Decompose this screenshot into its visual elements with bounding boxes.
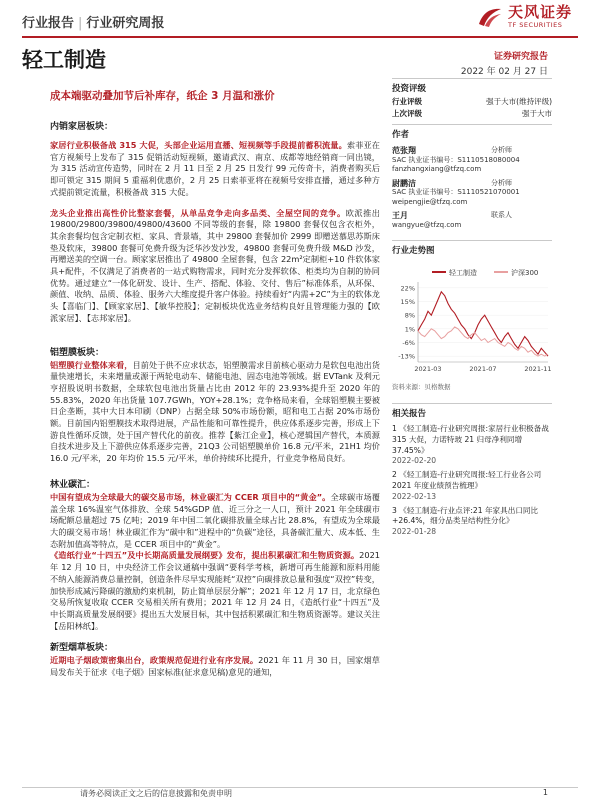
paragraph [50, 208, 380, 325]
analyst-role: 分析师 [491, 146, 512, 154]
y-tick-label: -13% [398, 352, 415, 361]
related-report-text: 2 《轻工制造-行业研究周报:轻工行业各公司 2021 年度业绩预告梳理》 [392, 470, 542, 490]
paragraph-lead: 铝塑膜行业整体来看， [50, 359, 133, 370]
y-tick-label: 15% [400, 298, 415, 307]
related-report[interactable] [392, 506, 552, 538]
analyst-cert: SAC 执业证书编号：S1110518080004 [392, 155, 520, 164]
related-report[interactable] [392, 424, 552, 467]
paragraph-lead: 《造纸行业“十四五”及中长期高质量发展纲要》发布，提出积累碳汇和生物质资源。 [50, 550, 360, 561]
previous-rating-value: 强于大市 [522, 109, 552, 118]
legend-label: 沪深300 [511, 269, 539, 277]
trend-chart-svg [392, 266, 552, 376]
section-new-tobacco [50, 642, 380, 678]
paragraph-lead: 中国有望成为全球最大的碳交易市场，林业碳汇为 CCER 项目中的“黄金”。 [50, 491, 331, 502]
main-content [50, 88, 380, 679]
y-tick-label: 22% [400, 284, 415, 293]
analyst-email[interactable]: wangyue@tfzq.com [392, 220, 462, 229]
industry-rating-value: 强于大市(维持评级) [486, 97, 552, 106]
related-report-date: 2022-02-13 [392, 491, 437, 501]
company-logo [477, 4, 572, 29]
paragraph-body: 索菲亚在官方视频号上发布了 315 促销活动短视频，邀请武汉、南京、成都等地经销商一同出镜，为 315 活动宣传造势，同时在 2 月 11 日至 2 月 25 日发行 99 元传奇卡，消费者购买后即可锁定 315 期间 5 重福利优惠价，2 月 25 日索菲亚将在视频号安排直播，通过多种方式提前锁定流量，积极备战 315 大促。 [50, 140, 380, 197]
y-tick-label: -6% [402, 338, 415, 347]
analyst-role: 分析师 [491, 178, 512, 187]
analysts-title: 作者 [392, 124, 552, 142]
chart-title: 行业走势图 [392, 240, 552, 258]
related-title: 相关报告 [392, 403, 552, 421]
page-number: 1 [542, 788, 548, 797]
previous-rating [392, 108, 552, 120]
analyst-card [392, 211, 552, 230]
paragraph [50, 655, 380, 678]
analyst-email[interactable]: weipengjie@tfzq.com [392, 197, 468, 206]
paragraph-lead: 龙头企业推出高性价比整家套餐，从单品竞争走向多品类、全屋空间的竞争。 [50, 207, 346, 218]
paragraph-lead: 近期电子烟政策密集出台，政策规范促进行业有序发展。 [50, 655, 259, 666]
analyst-card [392, 179, 552, 208]
section-heading: 铝塑膜板块： [50, 347, 105, 358]
section-heading: 林业碳汇： [50, 479, 96, 490]
trend-chart [392, 266, 552, 380]
analyst-card [392, 146, 552, 175]
category-separator: | [78, 16, 83, 31]
chart-source: 资料来源：贝格数据 [392, 383, 451, 391]
analyst-name: 尉鹏洁 [392, 178, 416, 188]
paragraph-lead: 家居行业积极备战 315 大促，头部企业运用直播、短视频等手段提前蓄积流量。 [50, 140, 347, 150]
sidebar [392, 78, 552, 538]
analyst-name: 王月 [392, 211, 408, 220]
industry-rating-label: 行业评级 [392, 97, 422, 106]
header-divider [22, 36, 578, 38]
paragraph [50, 360, 380, 465]
industry-rating [392, 96, 552, 108]
report-subtitle: 成本端驱动叠加节后补库存，纸企 3 月温和涨价 [50, 90, 275, 102]
analyst-email[interactable]: fanzhangxiang@tfzq.com [392, 165, 482, 173]
report-date: 2022 年 02 月 27 日 [460, 67, 548, 77]
paragraph [50, 550, 380, 632]
paragraph-body: 目前处于供不应求状态，铝塑膜需求目前核心驱动力是软包电池出货量快速增长，未来增量或源于两轮电动车、储能电池、固态电池等领域。据 EVTank 及利元亨招股说明书数据，全球软包电池出货量占比由 2012 年的 23.93%提升至 2020 年的 55.83%，2020 年出货量 107.7GWh，YOY+28.1%；竞争格局来看，全球铝塑膜主要被日企垄断，其中大日本印刷（DNP）占据全球 50%市场份额，昭和电工占据 20%市场份额。目前国内铝塑膜技术取得进展，产品性能和可靠性提升，供应体系逐步完善，形成上下游良性循环反馈，处于国产替代化的前夜。推荐【紫江企业】，核心逻辑国产替代，本质源自技术进步及上下游供应体系逐步完善，21Q3 公司铝塑膜单价 16.8 元/平米，21H1 均价 16.0 元/平米，20 年均价 15.5 元/平米，单价持续环比提升，行业竞争格局良好。 [50, 359, 380, 464]
paragraph [50, 492, 380, 551]
analyst-cert: SAC 执业证书编号：S1110521070001 [392, 188, 520, 196]
x-tick-label: 2021-03 [414, 365, 442, 373]
related-report-date: 2022-01-28 [392, 527, 437, 537]
paragraph [50, 140, 380, 199]
section-heading: 新型烟草板块： [50, 643, 114, 654]
paragraph-body: 欧派推出 19800/29800/39800/49800/43600 不同等级的套餐，除 19800 套餐仅包含衣柜外，其余套餐均包含定制衣柜、家具、背景墙，其中 29800 套餐加价 2999 即赠送慕思苏斯床垫及软床，39800 套餐可免费升级为泛华沙发沙发，49800 套餐可免费升级 M&D 沙发，再赠送美的空调一台。顾家家居推出了 49800 全屋套餐，包含 22m²定制柜+10 件软体家具+配件，不仅满足了消费者的一站式购物需求，同时充分发挥软体、柜类均为自制的协同优势。通过建立“一体化研发、设计、生产、搭配、体验、交付、售后”标准体系，从环保、颜值、收纳、品质、体验、服务六大维度提升客户体验。持续看好“内需+2C”为主的软体龙头【喜临门】、【顾家家居】、【敏华控股】；定制板块优选业务结构良好且管理能力强的【欧派家居】、【志邦家居】。 [50, 207, 380, 323]
category-tag: 行业报告 [22, 16, 75, 31]
analyst-role: 联系人 [491, 211, 512, 219]
analyst-name: 范张翔 [392, 146, 416, 155]
related-report-text: 1 《轻工制造-行业研究周报:家居行业积极备战 315 大促，力诺特玻 21 归母净利同增 37.45%》 [392, 424, 549, 455]
x-tick-label: 2021-11 [524, 365, 552, 373]
page-title: 轻工制造 [22, 48, 106, 72]
subcategory-tag: 行业研究周报 [86, 16, 165, 31]
previous-rating-label: 上次评级 [392, 109, 422, 118]
x-tick-label: 2021-07 [469, 365, 497, 373]
section-heading: 内销家居板块： [50, 122, 114, 132]
report-category [22, 12, 164, 31]
section-aluminum-film [50, 347, 380, 465]
footer-disclaimer: 请务必阅读正文之后的信息披露和免责申明 [80, 789, 232, 798]
y-tick-label: 1% [404, 325, 415, 334]
related-report[interactable] [392, 470, 552, 502]
section-home-furnishing [50, 121, 380, 325]
paragraph-body: 全球碳市场覆盖全球 16%温室气体排放、全球 54%GDP 值、近三分之一人口，预计 2021 年全球碳市场配额总量超过 75 亿吨；2019 年中国二氧化碳排放量全球占比 28.8%，有望成为全球最大的碳交易市场！林业碳汇作为“碳中和”进程中的“负碳”途径，具备碳汇量大、成本低、生态附加值高等特点，是 CCER 项目中的“黄金”。 [50, 491, 380, 549]
rating-title: 投资评级 [392, 78, 552, 96]
related-report-text: 3 《轻工制造-行业点评:21 年家具出口同比+26.4%，细分品类呈结构性分化》 [392, 505, 539, 526]
logo-icon [477, 6, 503, 28]
legend-label: 轻工制造 [449, 269, 477, 277]
logo-name-cn: 天风证券 [507, 3, 572, 21]
y-tick-label: 8% [404, 311, 415, 320]
paragraph-body: 2021 年 11 月 30 日，国家烟草局发布关于征求《电子烟》国家标准(征求意见稿)意见的通知， [50, 655, 380, 678]
report-type: 证券研究报告 [493, 52, 548, 62]
paragraph-body: 2021 年 12 月 10 日，中央经济工作会议通稿中强调“要科学考核，新增可再生能源和原料用能不纳入能源消费总量控制，创造条件尽早实现能耗“双控”向碳排放总量和强度“双控”转变，加快形成减污降碳的激励约束机制，防止简单层层分解”；2021 年 12 月 17 日，北京绿色交易所恢复收取 CCER 交易相关所有费用；2021 年 12 月 24 日，《造纸行业“十四五”及中长期高质量发展纲要》提出五大发展目标，其中包括积累碳汇和生物质资源等。建议关注【岳阳林纸】。 [50, 550, 380, 631]
section-forest-carbon [50, 479, 380, 632]
logo-name-en: TF SECURITIES [507, 21, 563, 29]
related-report-date: 2022-02-20 [392, 456, 437, 466]
